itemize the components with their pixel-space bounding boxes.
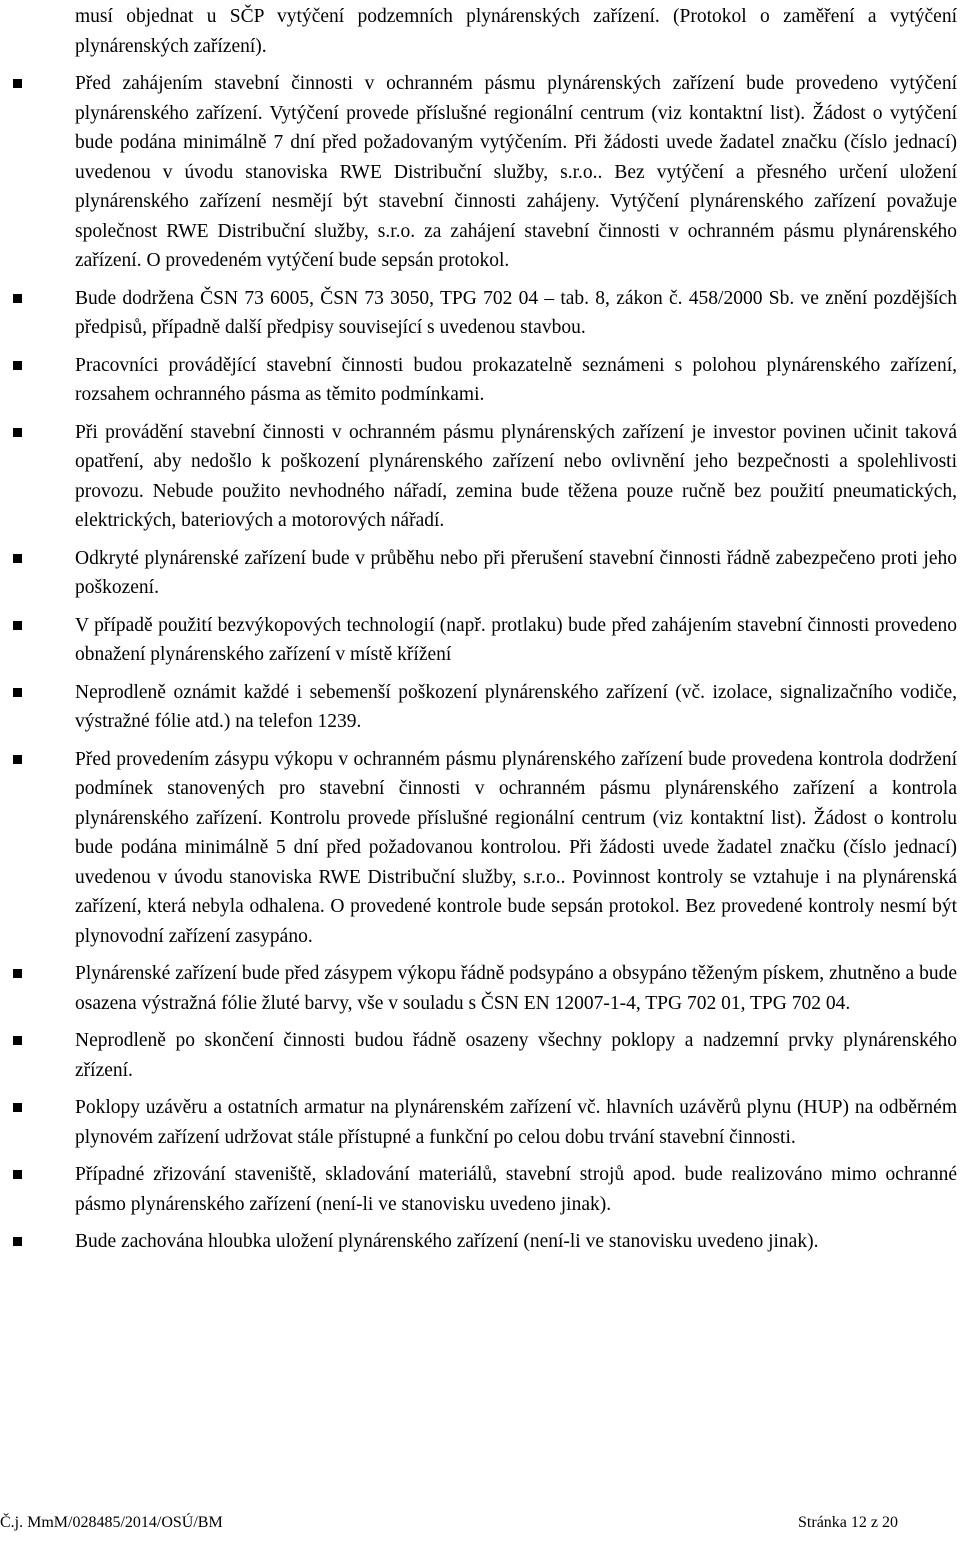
list-item-text: Odkryté plynárenské zařízení bude v průběhu nebo při přerušení stavební činnosti řádně zabezpečeno proti jeho poškození. — [75, 547, 957, 598]
list-item — [75, 678, 957, 737]
square-bullet-icon — [13, 79, 22, 88]
square-bullet-icon — [13, 1237, 22, 1246]
list-item-text: Při provádění stavební činnosti v ochranném pásmu plynárenských zařízení je investor povinen učinit taková opatření, aby nedošlo k poškození plynárenského zařízení nebo ovlivnění jeho bezpečnosti a spolehlivosti provozu. Nebude použito nevhodného nářadí, zemina bude těžena pouze ručně bez použití pneumatických, elektrických, bateriových a motorových nářadí. — [75, 421, 957, 531]
list-item — [75, 1227, 957, 1257]
list-item — [75, 544, 957, 603]
square-bullet-icon — [13, 755, 22, 764]
square-bullet-icon — [13, 1170, 22, 1179]
square-bullet-icon — [13, 621, 22, 630]
square-bullet-icon — [13, 294, 22, 303]
list-item — [75, 611, 957, 670]
document-body — [75, 2, 957, 1265]
list-item — [75, 351, 957, 410]
list-item-text: V případě použití bezvýkopových technologií (např. protlaku) bude před zahájením stavební činnosti provedeno obnažení plynárenského zařízení v místě křížení — [75, 614, 957, 665]
continuation-paragraph: musí objednat u SČP vytýčení podzemních plynárenských zařízení. (Protokol o zaměření a vytýčení plynárenských zařízení). — [75, 6, 957, 57]
list-item-text: Před provedením zásypu výkopu v ochranném pásmu plynárenského zařízení bude provedena kontrola dodržení podmínek stanovených pro stavební činnosti v ochranném pásmu plynárenského zařízení a kontrola plynárenského zařízení. Kontrolu provede příslušné regionální centrum (viz kontaktní list). Žádost o kontrolu bude podána minimálně 5 dní před požadovanou kontrolou. Při žádosti uvede žadatel značku (číslo jednací) uvedenou v úvodu stanoviska RWE Distribuční služby, s.r.o.. Povinnost kontroly se vztahuje i na plynárenská zařízení, která nebyla odhalena. O provedené kontrole bude sepsán protokol. Bez provedené kontroly nesmí být plynovodní zařízení zasypáno. — [75, 748, 957, 947]
list-item — [75, 959, 957, 1018]
list-item — [75, 1026, 957, 1085]
list-item-text: Případné zřizování staveniště, skladování materiálů, stavební strojů apod. bude realizováno mimo ochranné pásmo plynárenského zařízení (není-li ve stanovisku uvedeno jinak). — [75, 1164, 957, 1215]
square-bullet-icon — [13, 1103, 22, 1112]
page-number: Stránka 12 z 20 — [798, 1514, 898, 1531]
list-item-text: Neprodleně oznámit každé i sebemenší poškození plynárenského zařízení (vč. izolace, signalizačního vodiče, výstražné fólie atd.) na telefon 1239. — [75, 681, 957, 732]
list-item-text: Pracovníci provádějící stavební činnosti budou prokazatelně seznámeni s polohou plynárenského zařízení, rozsahem ochranného pásma as těmito podmínkami. — [75, 354, 957, 405]
square-bullet-icon — [13, 361, 22, 370]
square-bullet-icon — [13, 554, 22, 563]
square-bullet-icon — [13, 1036, 22, 1045]
square-bullet-icon — [13, 688, 22, 697]
conditions-list — [75, 69, 957, 1257]
square-bullet-icon — [13, 428, 22, 437]
square-bullet-icon — [13, 969, 22, 978]
list-item-text: Bude dodržena ČSN 73 6005, ČSN 73 3050, TPG 702 04 – tab. 8, zákon č. 458/2000 Sb. ve znění pozdějších předpisů, případně další předpisy související s uvedenou stavbou. — [75, 287, 957, 338]
list-item-text: Před zahájením stavební činnosti v ochranném pásmu plynárenských zařízení bude provedeno vytýčení plynárenského zařízení. Vytýčení provede příslušné regionální centrum (viz kontaktní list). Žádost o vytýčení bude podána minimálně 7 dní před požadovaným vytýčením. Při žádosti uvede žadatel značku (číslo jednací) uvedenou v úvodu stanoviska RWE Distribuční služby, s.r.o.. Bez vytýčení a přesného určení uložení plynárenského zařízení nesmějí být stavební činnosti zahájeny. Vytýčení plynárenského zařízení považuje společnost RWE Distribuční služby, s.r.o. za zahájení stavební činnosti v ochranném pásmu plynárenského zařízení. O provedeném vytýčení bude sepsán protokol. — [75, 73, 957, 271]
list-item — [75, 284, 957, 343]
document-reference: Č.j. MmM/028485/2014/OSÚ/BM — [0, 1514, 223, 1531]
list-item — [75, 1160, 957, 1219]
list-item — [75, 69, 957, 276]
list-item-text: Bude zachována hloubka uložení plynárenského zařízení (není-li ve stanovisku uvedeno jinak). — [75, 1231, 819, 1252]
list-item-text: Poklopy uzávěru a ostatních armatur na plynárenském zařízení vč. hlavních uzávěrů plynu (HUP) na odběrném plynovém zařízení udržovat stále přístupné a funkční po celou dobu trvání stavební činnosti. — [75, 1097, 957, 1148]
list-item — [75, 745, 957, 952]
list-item — [75, 418, 957, 536]
list-item — [75, 1093, 957, 1152]
list-item-text: Plynárenské zařízení bude před zásypem výkopu řádně podsypáno a obsypáno těženým pískem, zhutněno a bude osazena výstražná fólie žluté barvy, vše v souladu s ČSN EN 12007-1-4, TPG 702 01, TPG 702 04. — [75, 963, 957, 1014]
list-item-text: Neprodleně po skončení činnosti budou řádně osazeny všechny poklopy a nadzemní prvky plynárenského zřízení. — [75, 1030, 957, 1081]
